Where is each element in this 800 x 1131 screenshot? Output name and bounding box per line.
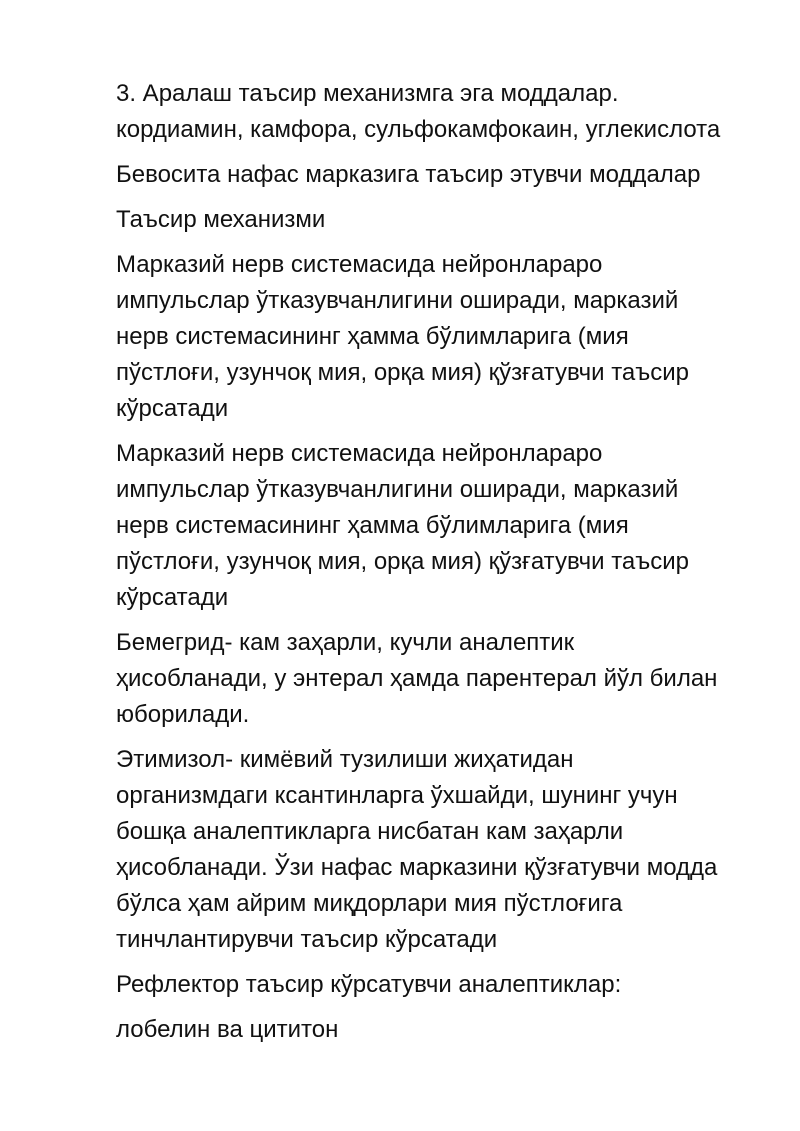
paragraph-reflex-analeptics — [116, 967, 756, 1003]
document-body — [116, 76, 756, 1057]
text-line: Бемегрид- кам заҳарли, кучли аналептик — [116, 629, 575, 656]
text-line: юборилади. — [116, 701, 250, 728]
text-line: Рефлектор таъсир кўрсатувчи аналептиклар: — [116, 971, 622, 998]
paragraph-lobeline-cytiton — [116, 1012, 756, 1048]
paragraph-etimizol — [116, 742, 756, 958]
text-line: бўлса ҳам айрим миқдорлари мия пўстлоғига — [116, 890, 623, 917]
text-line: организмдаги ксантинларга ўхшайди, шунинг учун — [116, 782, 678, 809]
text-line: пўстлоғи, узунчоқ мия, орқа мия) қўзғатувчи таъсир — [116, 548, 690, 575]
paragraph-mechanism-heading — [116, 202, 756, 238]
text-line: нерв системасининг ҳамма бўлимларига (мия — [116, 323, 629, 350]
text-line: Марказий нерв системасида нейронлараро — [116, 251, 603, 278]
text-line: кўрсатади — [116, 395, 229, 422]
text-line: импульслар ўтказувчанлигини оширади, марказий — [116, 476, 679, 503]
text-line: кордиамин, камфора, сульфокамфокаин, углекислота — [116, 116, 721, 143]
paragraph-mixed-mechanism — [116, 76, 756, 148]
text-line: Таъсир механизми — [116, 206, 326, 233]
text-line: Марказий нерв системасида нейронлараро — [116, 440, 603, 467]
paragraph-direct-respiratory — [116, 157, 756, 193]
text-line: 3. Аралаш таъсир механизмга эга моддалар. — [116, 80, 619, 107]
text-line: Этимизол- кимёвий тузилиши жиҳатидан — [116, 746, 574, 773]
paragraph-cns-effect-2 — [116, 436, 756, 616]
text-line: нерв системасининг ҳамма бўлимларига (мия — [116, 512, 629, 539]
text-line: ҳисобланади, у энтерал ҳамда парентерал йўл билан — [116, 665, 718, 692]
text-line: ҳисобланади. Ўзи нафас марказини қўзғатувчи модда — [116, 854, 718, 881]
text-line: лобелин ва цититон — [116, 1016, 339, 1043]
text-line: кўрсатади — [116, 584, 229, 611]
text-line: Бевосита нафас марказига таъсир этувчи моддалар — [116, 161, 701, 188]
text-line: тинчлантирувчи таъсир кўрсатади — [116, 926, 498, 953]
text-line: пўстлоғи, узунчоқ мия, орқа мия) қўзғатувчи таъсир — [116, 359, 690, 386]
paragraph-cns-effect-1 — [116, 247, 756, 427]
paragraph-bemegride — [116, 625, 756, 733]
text-line: бошқа аналептикларга нисбатан кам заҳарли — [116, 818, 624, 845]
text-line: импульслар ўтказувчанлигини оширади, марказий — [116, 287, 679, 314]
